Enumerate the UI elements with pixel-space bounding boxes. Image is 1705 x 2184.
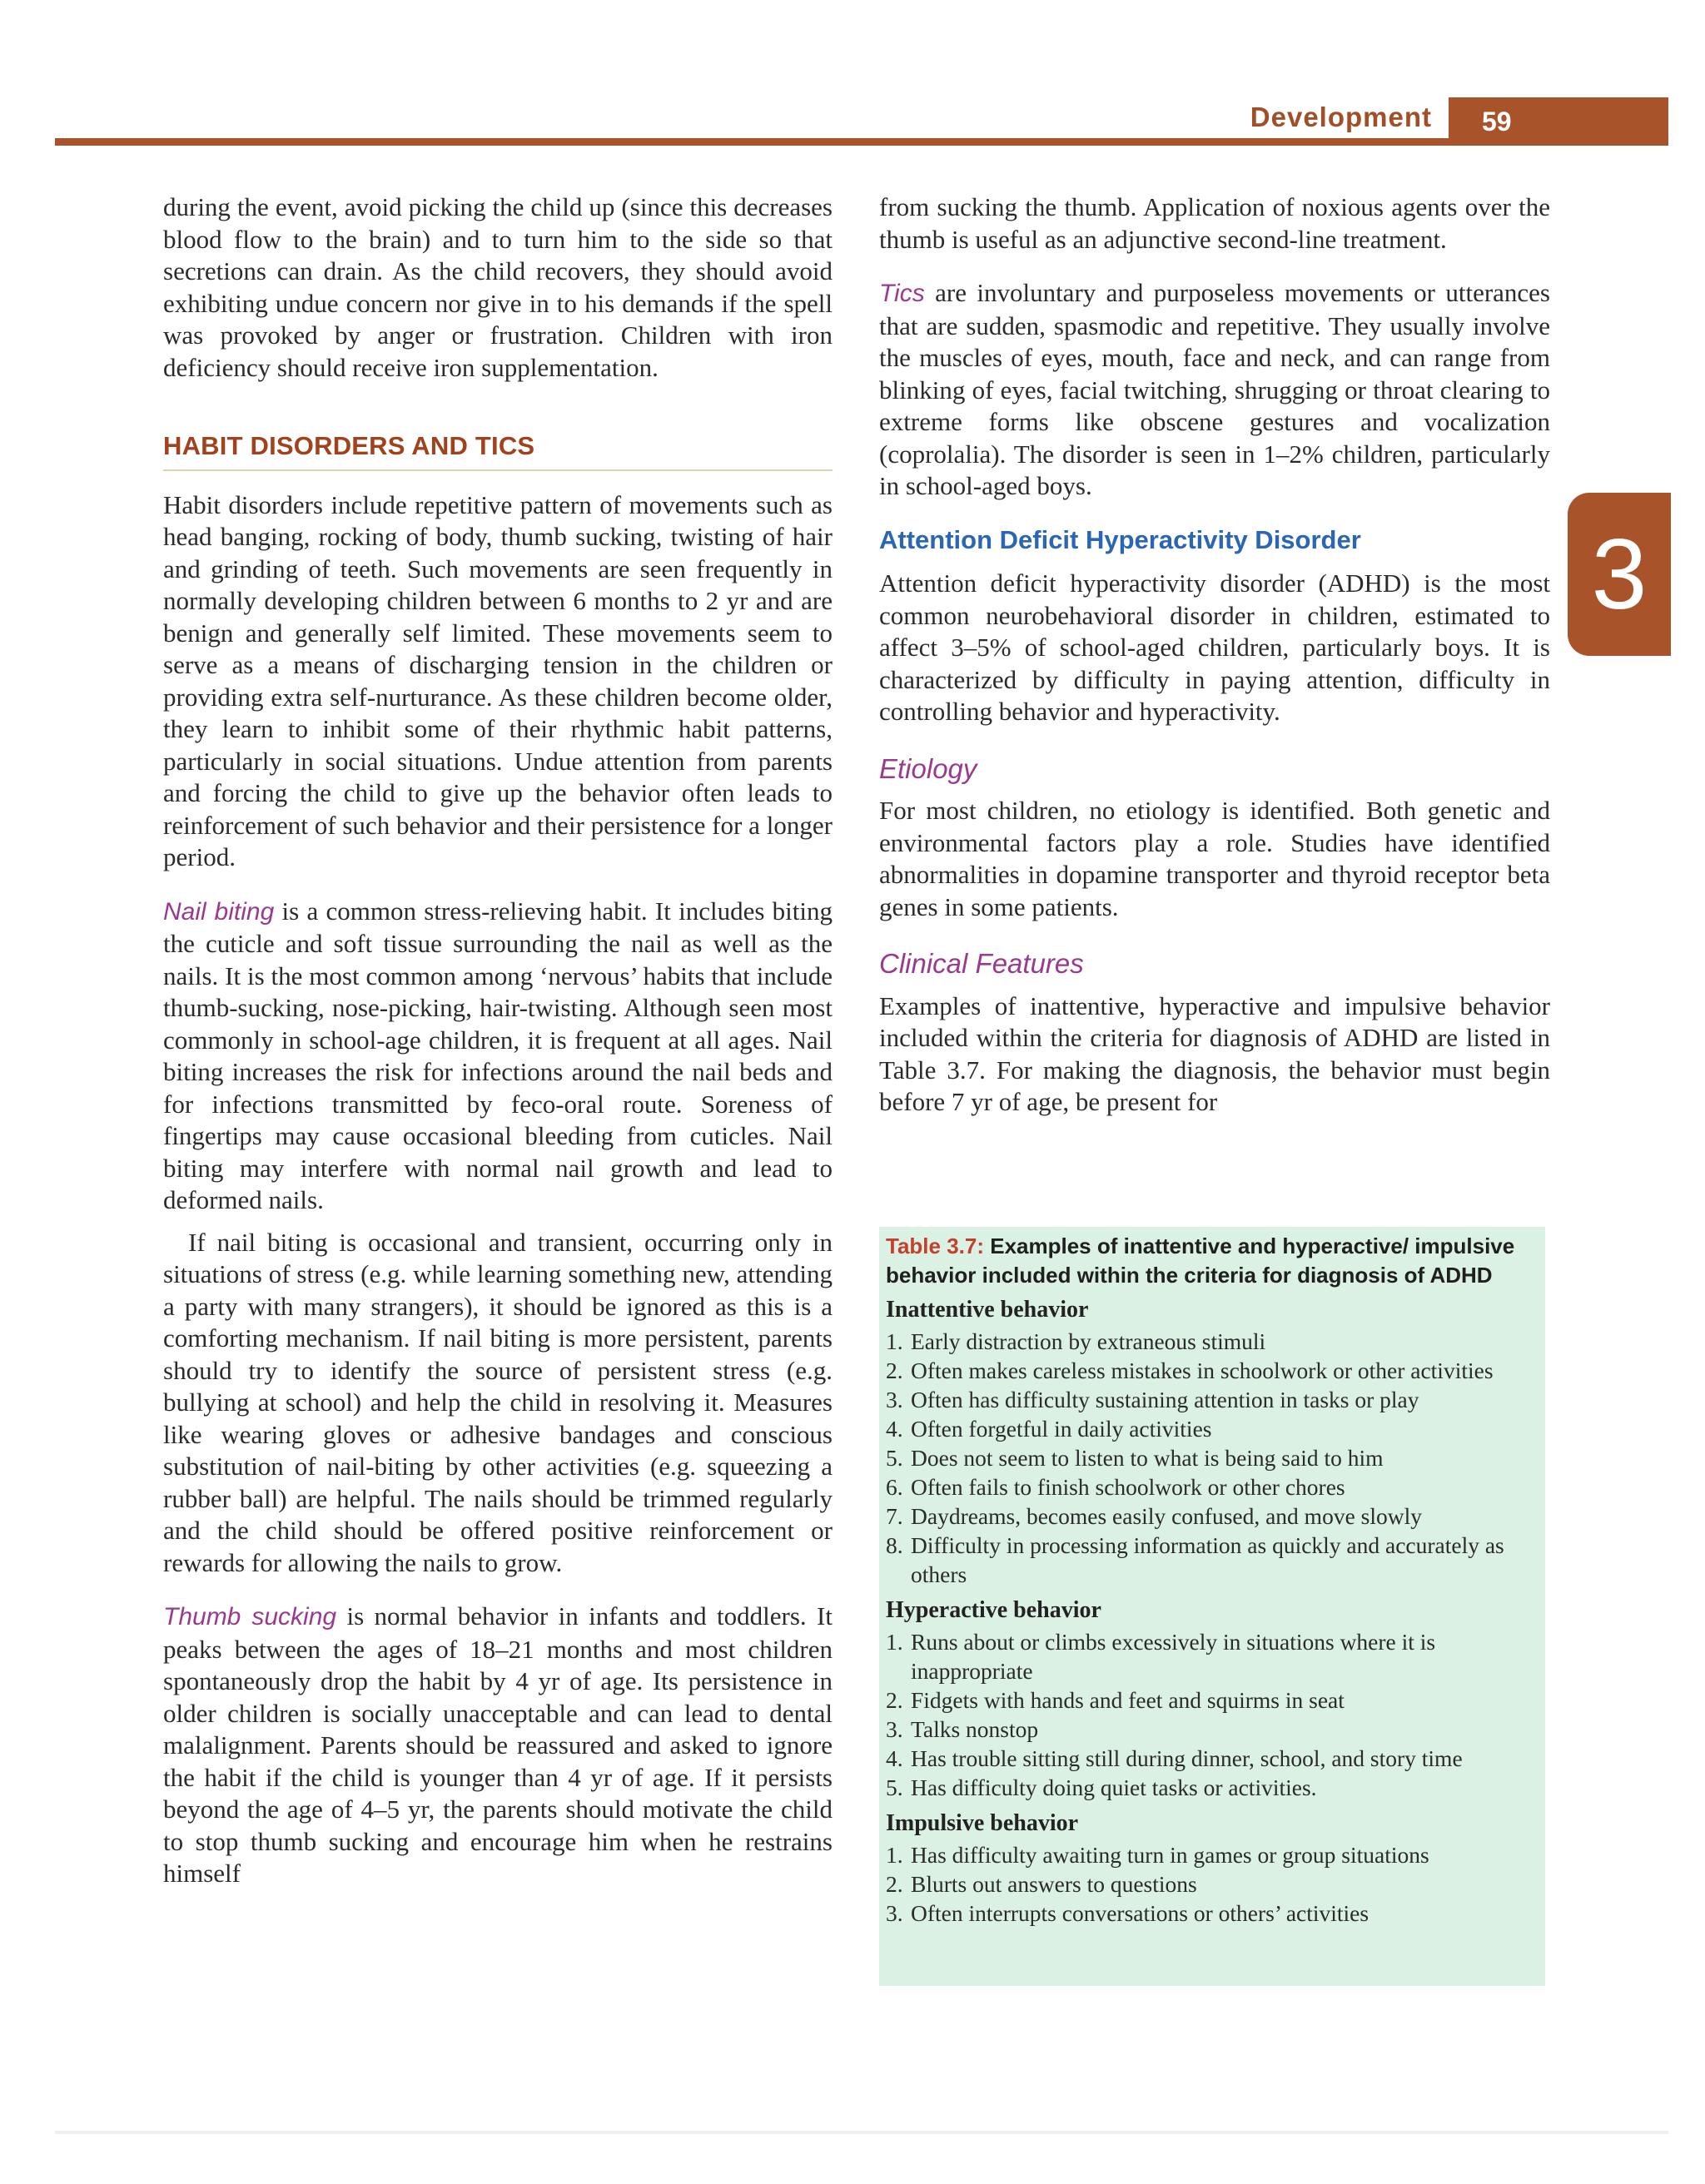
table-label: Table 3.7: xyxy=(886,1233,985,1258)
nail-biting-text: is a common stress-relieving habit. It includes biting the cuticle and soft tissue surrounding the nail as well as the nails. It is the most common among ‘nervous’ habits that include thumb-sucking, nose-picking, hair-twisting. Although seen most commonly in school-age children, it is frequent at all ages. Nail biting increases the risk for infections around the nail beds and for infections transmitted by feco-oral route. Soreness of fingertips may cause occasional bleeding from cuticles. Nail biting may interfere with normal nail growth and lead to deformed nails. xyxy=(163,896,833,1214)
tics-text: are involuntary and purposeless movements or utterances that are sudden, spasmodic and repetitive. They usually involve the muscles of eyes, mouth, face and neck, and can range from blinking of eyes, facial twitching, shrugging or throat clearing to extreme forms like obscene gestures and vocalization (coprolalia). The disorder is seen in 1–2% children, particularly in school-aged boys. xyxy=(879,278,1550,500)
table-caption-text: Examples of inattentive and hyperactive/ impulsive behavior included within the criteria for diagnosis of ADHD xyxy=(886,1233,1515,1288)
table-group-list xyxy=(886,1627,1538,1802)
left-column xyxy=(163,191,833,1890)
table-caption xyxy=(886,1232,1538,1290)
running-header-title: Development xyxy=(1250,102,1432,132)
list-item-number: 4. xyxy=(886,1745,903,1771)
list-item-text: Blurts out answers to questions xyxy=(911,1871,1197,1897)
table-list-item xyxy=(886,1472,1538,1502)
clinical-features-heading: Clinical Features xyxy=(879,948,1084,979)
list-item-text: Often interrupts conversations or others’ activities xyxy=(911,1900,1369,1926)
table-list-item xyxy=(886,1899,1538,1928)
list-item-text: Difficulty in processing information as quickly and accurately as others xyxy=(911,1532,1504,1587)
list-item-number: 3. xyxy=(886,1387,903,1412)
table-list-item xyxy=(886,1773,1538,1802)
habit-paragraph: Habit disorders include repetitive pattern of movements such as head banging, rocking of body, thumb sucking, twisting of hair and grinding of teeth. Such movements are seen frequently in normally developing children between 6 months to 2 yr and are benign and generally self limited. These movements seem to serve as a means of discharging tension in the children or providing extra self-nurturance. As these children become older, they learn to inhibit some of their rhythmic habit patterns, particularly in social situations. Undue attention from parents and forcing the child to give up the behavior often leads to reinforcement of such behavior and their persistence for a longer period. xyxy=(163,489,833,871)
table-list-item xyxy=(886,1414,1538,1443)
thumb-sucking-continued: from sucking the thumb. Application of noxious agents over the thumb is useful as an adjunctive second-line treatment. xyxy=(879,192,1550,254)
table-group-title: Inattentive behavior xyxy=(886,1297,1089,1323)
list-item-text: Does not seem to listen to what is being said to him xyxy=(911,1445,1384,1471)
list-item-number: 3. xyxy=(886,1716,903,1742)
table-group-title: Hyperactive behavior xyxy=(886,1597,1101,1623)
list-item-text: Has difficulty doing quiet tasks or activities. xyxy=(911,1774,1317,1800)
list-item-number: 4. xyxy=(886,1416,903,1442)
header-rule xyxy=(55,138,1668,146)
list-item-number: 1. xyxy=(886,1629,903,1655)
list-item-text: Often fails to finish schoolwork or other chores xyxy=(911,1474,1345,1500)
table-list-item xyxy=(886,1356,1538,1385)
table-list-item xyxy=(886,1744,1538,1773)
list-item-number: 8. xyxy=(886,1532,903,1558)
adhd-paragraph: Attention deficit hyperactivity disorder (ADHD) is the most common neurobehavioral disorder in children, estimated to affect 3–5% of school-aged children, particularly boys. It is characterized by difficulty in paying attention, difficulty in controlling behavior and hyperactivity. xyxy=(879,568,1550,726)
table-list-item xyxy=(886,1869,1538,1899)
nail-biting-term: Nail biting xyxy=(163,897,275,926)
tics-paragraph xyxy=(879,277,1550,503)
list-item-text: Fidgets with hands and feet and squirms in seat xyxy=(911,1687,1345,1713)
list-item-number: 6. xyxy=(886,1474,903,1500)
table-list-item xyxy=(886,1385,1538,1414)
list-item-number: 1. xyxy=(886,1842,903,1868)
table-group-title: Impulsive behavior xyxy=(886,1810,1079,1836)
list-item-text: Runs about or climbs excessively in situations where it is inappropriate xyxy=(911,1629,1436,1684)
table-list-item xyxy=(886,1531,1538,1589)
etiology-heading: Etiology xyxy=(879,752,977,784)
list-item-number: 2. xyxy=(886,1358,903,1383)
right-column xyxy=(879,191,1550,1119)
table-list-item xyxy=(886,1502,1538,1531)
chapter-tab: 3 xyxy=(1568,493,1671,656)
list-item-text: Daydreams, becomes easily confused, and move slowly xyxy=(911,1503,1422,1529)
list-item-number: 5. xyxy=(886,1774,903,1800)
clinical-features-paragraph: Examples of inattentive, hyperactive and impulsive behavior included within the criteria for diagnosis of ADHD are listed in Table 3.7. For making the diagnosis, the behavior must begin before 7 yr of age, be present for xyxy=(879,990,1550,1116)
list-item-text: Often forgetful in daily activities xyxy=(911,1416,1212,1442)
list-item-text: Early distraction by extraneous stimuli xyxy=(911,1328,1266,1354)
tics-term: Tics xyxy=(879,280,925,307)
nail-biting-paragraph xyxy=(163,896,833,1217)
table-list-item xyxy=(886,1627,1538,1685)
table-group-list xyxy=(886,1327,1538,1589)
list-item-number: 1. xyxy=(886,1328,903,1354)
table-list-item xyxy=(886,1685,1538,1715)
table-groups xyxy=(886,1295,1538,1928)
list-item-number: 5. xyxy=(886,1445,903,1471)
page-number: 59 xyxy=(1449,97,1668,146)
list-item-text: Has trouble sitting still during dinner, school, and story time xyxy=(911,1745,1463,1771)
list-item-text: Has difficulty awaiting turn in games or group situations xyxy=(911,1842,1429,1868)
thumb-sucking-text: is normal behavior in infants and toddlers. It peaks between the ages of 18–21 months and most children spontaneously drop the habit by 4 yr of age. Its persistence in older children is socially unacceptable and can lead to dental malalignment. Parents should be reassured and asked to ignore the habit if the child is younger than 4 yr of age. If it persists beyond the age of 4–5 yr, the parents should motivate the child to stop thumb sucking and encourage him when he restrains himself xyxy=(163,1601,833,1888)
list-item-text: Talks nonstop xyxy=(911,1716,1039,1742)
thumb-sucking-paragraph xyxy=(163,1601,833,1890)
list-item-text: Often has difficulty sustaining attention in tasks or play xyxy=(911,1387,1419,1412)
etiology-paragraph: For most children, no etiology is identified. Both genetic and environmental factors play a role. Studies have identified abnormalities in dopamine transporter and thyroid receptor beta genes in some patients. xyxy=(879,796,1550,921)
table-list-item xyxy=(886,1715,1538,1744)
table-list-item xyxy=(886,1327,1538,1356)
table-list-item xyxy=(886,1443,1538,1472)
section-heading-habit-disorders: HABIT DISORDERS AND TICS xyxy=(163,430,833,471)
table-group-list xyxy=(886,1840,1538,1928)
list-item-number: 2. xyxy=(886,1871,903,1897)
adhd-heading: Attention Deficit Hyperactivity Disorder xyxy=(879,524,1361,554)
list-item-number: 7. xyxy=(886,1503,903,1529)
thumb-sucking-term: Thumb sucking xyxy=(163,1603,337,1631)
table-3-7 xyxy=(879,1227,1545,1986)
nail-biting-paragraph-2: If nail biting is occasional and transient, occurring only in situations of stress (e.g. while learning something new, attending a party with many strangers), it should be ignored as this is a comforting mechanism. If nail biting is more persistent, parents should try to identify the source of persistent stress (e.g. bullying at school) and help the child in resolving it. Measures like wearing gloves or adhesive bandages and conscious substitution of nail-biting by other activities (e.g. squeezing a rubber ball) are helpful. The nails should be trimmed regularly and the child should be offered positive reinforcement or rewards for allowing the nails to grow. xyxy=(163,1227,833,1577)
footer-line xyxy=(55,2131,1668,2134)
intro-paragraph: during the event, avoid picking the child up (since this decreases blood flow to the brain) and to turn him to the side so that secretions can drain. As the child recovers, they should avoid exhibiting undue concern nor give in to his demands if the spell was provoked by anger or frustration. Children with iron deficiency should receive iron supplementation. xyxy=(163,192,833,382)
list-item-number: 2. xyxy=(886,1687,903,1713)
table-list-item xyxy=(886,1840,1538,1869)
list-item-number: 3. xyxy=(886,1900,903,1926)
list-item-text: Often makes careless mistakes in schoolwork or other activities xyxy=(911,1358,1494,1383)
